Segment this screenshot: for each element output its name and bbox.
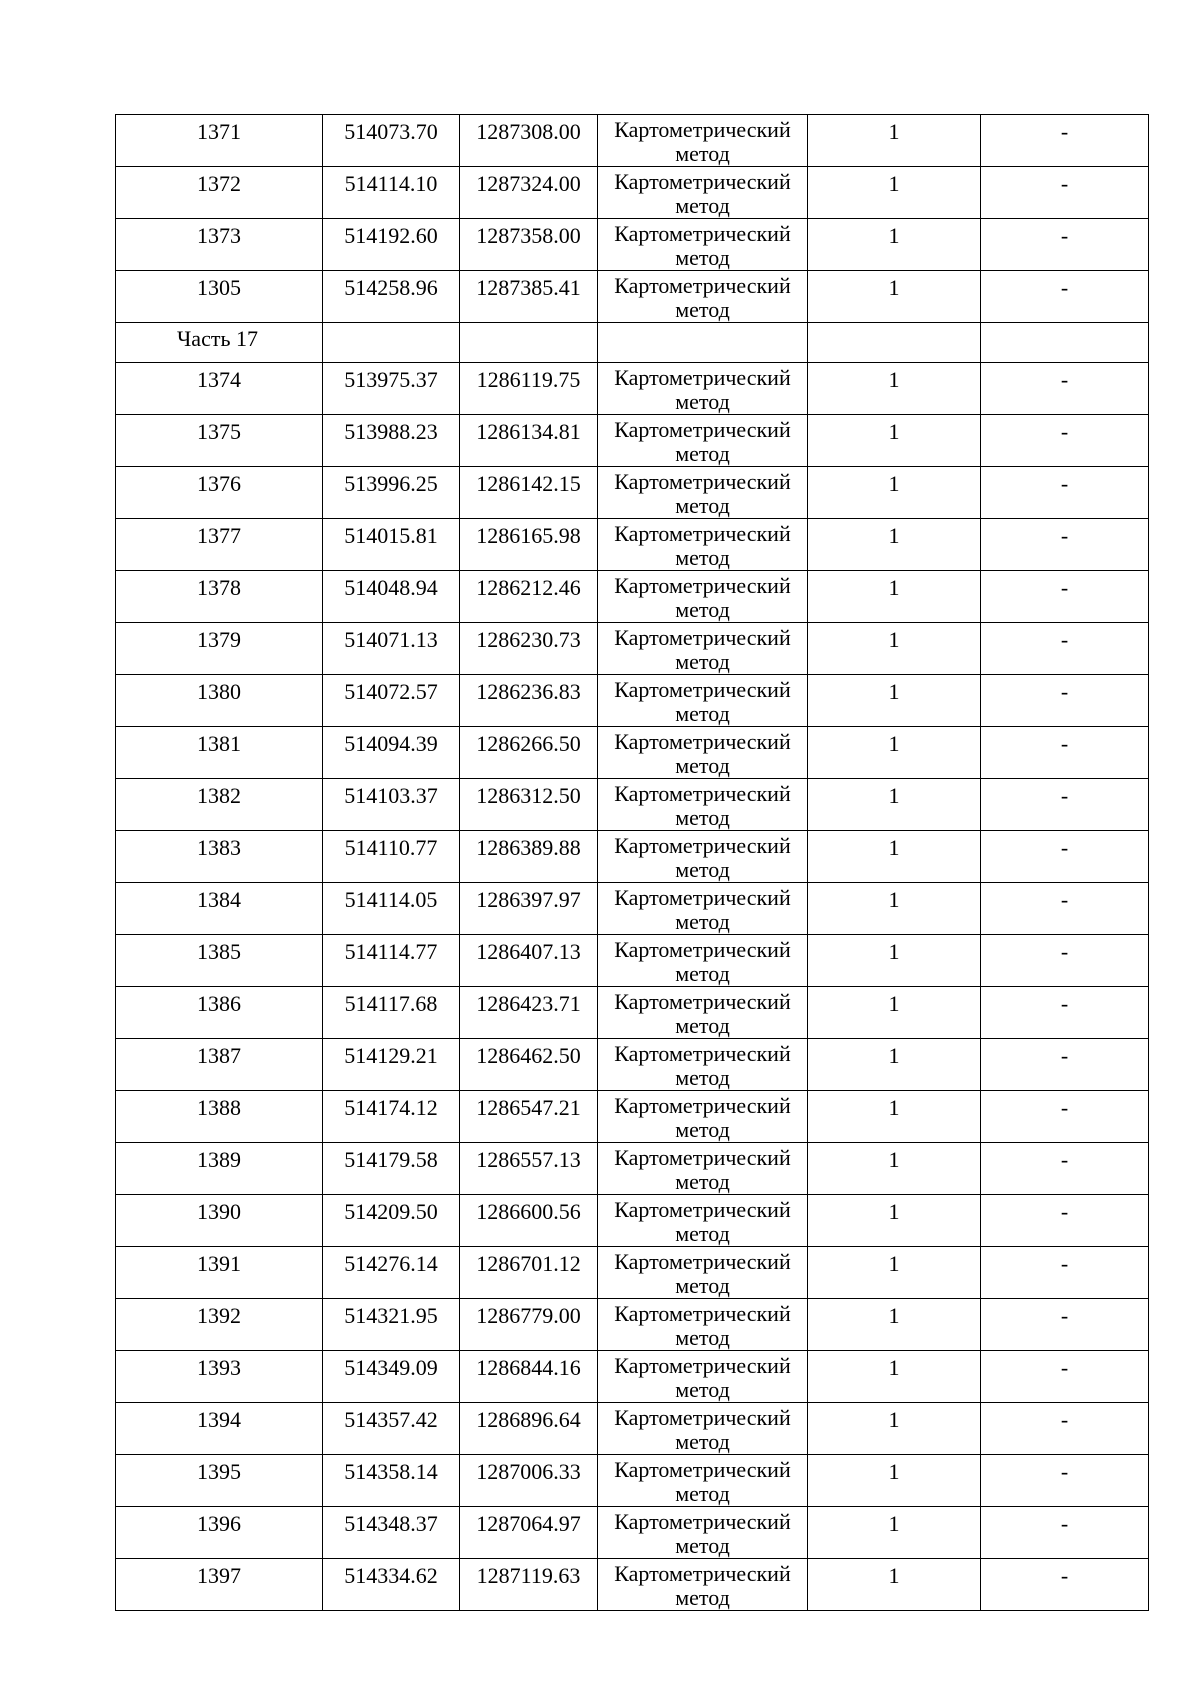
point-number-cell: 1396 — [116, 1507, 323, 1559]
table-row — [116, 415, 1149, 467]
method-cell — [598, 167, 808, 219]
point-number-cell: 1390 — [116, 1195, 323, 1247]
method-cell — [598, 1247, 808, 1299]
x-coordinate-cell: 514179.58 — [323, 1143, 460, 1195]
note-cell: - — [981, 727, 1149, 779]
table-row — [116, 1195, 1149, 1247]
method-cell — [598, 519, 808, 571]
empty-cell — [808, 323, 981, 363]
method-cell — [598, 1559, 808, 1611]
method-cell — [598, 883, 808, 935]
method-cell — [598, 415, 808, 467]
method-line-2: метод — [675, 1273, 730, 1298]
note-cell: - — [981, 675, 1149, 727]
point-number-cell: 1387 — [116, 1039, 323, 1091]
point-number-cell: 1383 — [116, 831, 323, 883]
method-line-1: Картометрический — [614, 1145, 791, 1170]
method-line-1: Картометрический — [614, 677, 791, 702]
point-number-cell: 1375 — [116, 415, 323, 467]
note-cell: - — [981, 1403, 1149, 1455]
method-cell — [598, 1195, 808, 1247]
point-number-cell: 1382 — [116, 779, 323, 831]
y-coordinate-cell: 1286896.64 — [460, 1403, 598, 1455]
table-row — [116, 831, 1149, 883]
method-line-2: метод — [675, 193, 730, 218]
note-cell: - — [981, 519, 1149, 571]
table-row — [116, 935, 1149, 987]
x-coordinate-cell: 514103.37 — [323, 779, 460, 831]
method-cell — [598, 779, 808, 831]
method-cell — [598, 271, 808, 323]
accuracy-cell: 1 — [808, 167, 981, 219]
note-cell: - — [981, 363, 1149, 415]
y-coordinate-cell: 1286462.50 — [460, 1039, 598, 1091]
method-line-2: метод — [675, 597, 730, 622]
note-cell: - — [981, 167, 1149, 219]
method-line-2: метод — [675, 545, 730, 570]
method-cell — [598, 727, 808, 779]
table-row — [116, 1351, 1149, 1403]
table-row — [116, 1299, 1149, 1351]
y-coordinate-cell: 1286212.46 — [460, 571, 598, 623]
note-cell: - — [981, 623, 1149, 675]
accuracy-cell: 1 — [808, 1143, 981, 1195]
method-line-2: метод — [675, 441, 730, 466]
method-line-2: метод — [675, 141, 730, 166]
method-cell — [598, 1299, 808, 1351]
y-coordinate-cell: 1286236.83 — [460, 675, 598, 727]
accuracy-cell: 1 — [808, 571, 981, 623]
point-number-cell: 1380 — [116, 675, 323, 727]
table-row — [116, 1247, 1149, 1299]
y-coordinate-cell: 1286119.75 — [460, 363, 598, 415]
x-coordinate-cell: 514094.39 — [323, 727, 460, 779]
method-line-2: метод — [675, 245, 730, 270]
table-row — [116, 571, 1149, 623]
method-cell — [598, 675, 808, 727]
method-cell — [598, 1039, 808, 1091]
method-line-1: Картометрический — [614, 989, 791, 1014]
method-line-1: Картометрический — [614, 1197, 791, 1222]
point-number-cell: 1394 — [116, 1403, 323, 1455]
method-cell — [598, 1455, 808, 1507]
point-number-cell: 1371 — [116, 115, 323, 167]
method-line-2: метод — [675, 1221, 730, 1246]
y-coordinate-cell: 1286423.71 — [460, 987, 598, 1039]
note-cell: - — [981, 271, 1149, 323]
method-line-1: Картометрический — [614, 625, 791, 650]
y-coordinate-cell: 1286134.81 — [460, 415, 598, 467]
table-row — [116, 1507, 1149, 1559]
note-cell: - — [981, 115, 1149, 167]
accuracy-cell: 1 — [808, 363, 981, 415]
accuracy-cell: 1 — [808, 1403, 981, 1455]
method-line-2: метод — [675, 909, 730, 934]
x-coordinate-cell: 514357.42 — [323, 1403, 460, 1455]
method-line-2: метод — [675, 701, 730, 726]
method-line-1: Картометрический — [614, 1041, 791, 1066]
point-number-cell: 1391 — [116, 1247, 323, 1299]
method-cell — [598, 1351, 808, 1403]
note-cell: - — [981, 1299, 1149, 1351]
method-line-1: Картометрический — [614, 169, 791, 194]
method-line-1: Картометрический — [614, 1301, 791, 1326]
y-coordinate-cell: 1287324.00 — [460, 167, 598, 219]
y-coordinate-cell: 1286407.13 — [460, 935, 598, 987]
point-number-cell: 1376 — [116, 467, 323, 519]
method-line-2: метод — [675, 1065, 730, 1090]
y-coordinate-cell: 1286397.97 — [460, 883, 598, 935]
table-row — [116, 779, 1149, 831]
accuracy-cell: 1 — [808, 1039, 981, 1091]
y-coordinate-cell: 1287064.97 — [460, 1507, 598, 1559]
note-cell: - — [981, 1143, 1149, 1195]
note-cell: - — [981, 987, 1149, 1039]
note-cell: - — [981, 571, 1149, 623]
note-cell: - — [981, 935, 1149, 987]
y-coordinate-cell: 1287358.00 — [460, 219, 598, 271]
accuracy-cell: 1 — [808, 1559, 981, 1611]
method-cell — [598, 623, 808, 675]
method-line-1: Картометрический — [614, 469, 791, 494]
method-line-2: метод — [675, 1377, 730, 1402]
accuracy-cell: 1 — [808, 1195, 981, 1247]
table-row — [116, 1403, 1149, 1455]
method-line-2: метод — [675, 493, 730, 518]
method-line-1: Картометрический — [614, 117, 791, 142]
x-coordinate-cell: 514129.21 — [323, 1039, 460, 1091]
y-coordinate-cell: 1286266.50 — [460, 727, 598, 779]
section-row — [116, 323, 1149, 363]
point-number-cell: 1384 — [116, 883, 323, 935]
point-number-cell: 1397 — [116, 1559, 323, 1611]
empty-cell — [981, 323, 1149, 363]
empty-cell — [323, 323, 460, 363]
accuracy-cell: 1 — [808, 1091, 981, 1143]
method-cell — [598, 1143, 808, 1195]
accuracy-cell: 1 — [808, 415, 981, 467]
point-number-cell: 1392 — [116, 1299, 323, 1351]
point-number-cell: 1374 — [116, 363, 323, 415]
x-coordinate-cell: 514015.81 — [323, 519, 460, 571]
point-number-cell: 1386 — [116, 987, 323, 1039]
y-coordinate-cell: 1286600.56 — [460, 1195, 598, 1247]
note-cell: - — [981, 1039, 1149, 1091]
empty-cell — [598, 323, 808, 363]
point-number-cell: 1379 — [116, 623, 323, 675]
method-cell — [598, 115, 808, 167]
x-coordinate-cell: 514349.09 — [323, 1351, 460, 1403]
accuracy-cell: 1 — [808, 1247, 981, 1299]
accuracy-cell: 1 — [808, 1507, 981, 1559]
accuracy-cell: 1 — [808, 623, 981, 675]
accuracy-cell: 1 — [808, 935, 981, 987]
method-line-1: Картометрический — [614, 1561, 791, 1586]
x-coordinate-cell: 514110.77 — [323, 831, 460, 883]
method-line-1: Картометрический — [614, 833, 791, 858]
method-line-2: метод — [675, 961, 730, 986]
table-row — [116, 271, 1149, 323]
point-number-cell: 1378 — [116, 571, 323, 623]
y-coordinate-cell: 1287119.63 — [460, 1559, 598, 1611]
method-line-2: метод — [675, 753, 730, 778]
note-cell: - — [981, 415, 1149, 467]
x-coordinate-cell: 514348.37 — [323, 1507, 460, 1559]
method-line-1: Картометрический — [614, 1093, 791, 1118]
y-coordinate-cell: 1286844.16 — [460, 1351, 598, 1403]
y-coordinate-cell: 1286165.98 — [460, 519, 598, 571]
table-row — [116, 219, 1149, 271]
y-coordinate-cell: 1286557.13 — [460, 1143, 598, 1195]
x-coordinate-cell: 514048.94 — [323, 571, 460, 623]
method-line-1: Картометрический — [614, 221, 791, 246]
method-line-2: метод — [675, 1533, 730, 1558]
coordinates-table — [115, 114, 1149, 1611]
y-coordinate-cell: 1286779.00 — [460, 1299, 598, 1351]
x-coordinate-cell: 514258.96 — [323, 271, 460, 323]
note-cell: - — [981, 467, 1149, 519]
accuracy-cell: 1 — [808, 831, 981, 883]
x-coordinate-cell: 514071.13 — [323, 623, 460, 675]
accuracy-cell: 1 — [808, 271, 981, 323]
point-number-cell: 1393 — [116, 1351, 323, 1403]
x-coordinate-cell: 514192.60 — [323, 219, 460, 271]
empty-cell — [460, 323, 598, 363]
accuracy-cell: 1 — [808, 219, 981, 271]
x-coordinate-cell: 514073.70 — [323, 115, 460, 167]
table-row — [116, 363, 1149, 415]
method-line-2: метод — [675, 1585, 730, 1610]
y-coordinate-cell: 1286389.88 — [460, 831, 598, 883]
accuracy-cell: 1 — [808, 519, 981, 571]
note-cell: - — [981, 831, 1149, 883]
table-row — [116, 623, 1149, 675]
table-row — [116, 1143, 1149, 1195]
note-cell: - — [981, 1091, 1149, 1143]
method-line-1: Картометрический — [614, 573, 791, 598]
y-coordinate-cell: 1287308.00 — [460, 115, 598, 167]
method-cell — [598, 935, 808, 987]
point-number-cell: 1389 — [116, 1143, 323, 1195]
point-number-cell: 1385 — [116, 935, 323, 987]
method-cell — [598, 987, 808, 1039]
method-line-2: метод — [675, 649, 730, 674]
y-coordinate-cell: 1286701.12 — [460, 1247, 598, 1299]
method-line-2: метод — [675, 1429, 730, 1454]
y-coordinate-cell: 1286142.15 — [460, 467, 598, 519]
table-row — [116, 467, 1149, 519]
y-coordinate-cell: 1287385.41 — [460, 271, 598, 323]
accuracy-cell: 1 — [808, 1351, 981, 1403]
note-cell: - — [981, 1507, 1149, 1559]
y-coordinate-cell: 1286312.50 — [460, 779, 598, 831]
table-row — [116, 1039, 1149, 1091]
x-coordinate-cell: 514209.50 — [323, 1195, 460, 1247]
method-line-1: Картометрический — [614, 521, 791, 546]
method-line-1: Картометрический — [614, 1405, 791, 1430]
method-line-2: метод — [675, 1117, 730, 1142]
accuracy-cell: 1 — [808, 115, 981, 167]
method-line-2: метод — [675, 1169, 730, 1194]
method-line-1: Картометрический — [614, 273, 791, 298]
accuracy-cell: 1 — [808, 675, 981, 727]
note-cell: - — [981, 883, 1149, 935]
table-row — [116, 115, 1149, 167]
point-number-cell: 1388 — [116, 1091, 323, 1143]
x-coordinate-cell: 514276.14 — [323, 1247, 460, 1299]
method-line-1: Картометрический — [614, 781, 791, 806]
x-coordinate-cell: 513996.25 — [323, 467, 460, 519]
table-row — [116, 1559, 1149, 1611]
table-row — [116, 675, 1149, 727]
method-cell — [598, 1403, 808, 1455]
method-line-1: Картометрический — [614, 1509, 791, 1534]
note-cell: - — [981, 1195, 1149, 1247]
method-line-1: Картометрический — [614, 1353, 791, 1378]
x-coordinate-cell: 514321.95 — [323, 1299, 460, 1351]
y-coordinate-cell: 1287006.33 — [460, 1455, 598, 1507]
point-number-cell: 1305 — [116, 271, 323, 323]
accuracy-cell: 1 — [808, 1299, 981, 1351]
method-line-2: метод — [675, 857, 730, 882]
x-coordinate-cell: 514114.05 — [323, 883, 460, 935]
method-cell — [598, 1507, 808, 1559]
table-row — [116, 883, 1149, 935]
note-cell: - — [981, 1455, 1149, 1507]
table-row — [116, 727, 1149, 779]
accuracy-cell: 1 — [808, 779, 981, 831]
note-cell: - — [981, 1351, 1149, 1403]
point-number-cell: 1373 — [116, 219, 323, 271]
accuracy-cell: 1 — [808, 467, 981, 519]
table-row — [116, 167, 1149, 219]
accuracy-cell: 1 — [808, 727, 981, 779]
table-row — [116, 1091, 1149, 1143]
note-cell: - — [981, 1559, 1149, 1611]
point-number-cell: 1372 — [116, 167, 323, 219]
method-line-1: Картометрический — [614, 1457, 791, 1482]
x-coordinate-cell: 514072.57 — [323, 675, 460, 727]
x-coordinate-cell: 514334.62 — [323, 1559, 460, 1611]
note-cell: - — [981, 1247, 1149, 1299]
method-line-2: метод — [675, 1481, 730, 1506]
accuracy-cell: 1 — [808, 987, 981, 1039]
method-line-2: метод — [675, 1325, 730, 1350]
note-cell: - — [981, 219, 1149, 271]
method-line-2: метод — [675, 389, 730, 414]
table-row — [116, 519, 1149, 571]
method-cell — [598, 219, 808, 271]
section-label-cell: Часть 17 — [116, 323, 323, 363]
x-coordinate-cell: 514117.68 — [323, 987, 460, 1039]
method-line-2: метод — [675, 805, 730, 830]
method-line-2: метод — [675, 297, 730, 322]
method-line-1: Картометрический — [614, 937, 791, 962]
accuracy-cell: 1 — [808, 1455, 981, 1507]
method-line-1: Картометрический — [614, 365, 791, 390]
method-line-1: Картометрический — [614, 1249, 791, 1274]
table-row — [116, 987, 1149, 1039]
y-coordinate-cell: 1286230.73 — [460, 623, 598, 675]
point-number-cell: 1395 — [116, 1455, 323, 1507]
method-cell — [598, 831, 808, 883]
point-number-cell: 1377 — [116, 519, 323, 571]
y-coordinate-cell: 1286547.21 — [460, 1091, 598, 1143]
method-cell — [598, 363, 808, 415]
coordinates-table-body — [116, 115, 1149, 1611]
method-line-1: Картометрический — [614, 417, 791, 442]
method-line-1: Картометрический — [614, 885, 791, 910]
x-coordinate-cell: 514358.14 — [323, 1455, 460, 1507]
x-coordinate-cell: 514114.10 — [323, 167, 460, 219]
x-coordinate-cell: 513988.23 — [323, 415, 460, 467]
note-cell: - — [981, 779, 1149, 831]
method-line-2: метод — [675, 1013, 730, 1038]
method-cell — [598, 571, 808, 623]
x-coordinate-cell: 514114.77 — [323, 935, 460, 987]
point-number-cell: 1381 — [116, 727, 323, 779]
table-row — [116, 1455, 1149, 1507]
accuracy-cell: 1 — [808, 883, 981, 935]
x-coordinate-cell: 514174.12 — [323, 1091, 460, 1143]
x-coordinate-cell: 513975.37 — [323, 363, 460, 415]
method-line-1: Картометрический — [614, 729, 791, 754]
method-cell — [598, 1091, 808, 1143]
method-cell — [598, 467, 808, 519]
